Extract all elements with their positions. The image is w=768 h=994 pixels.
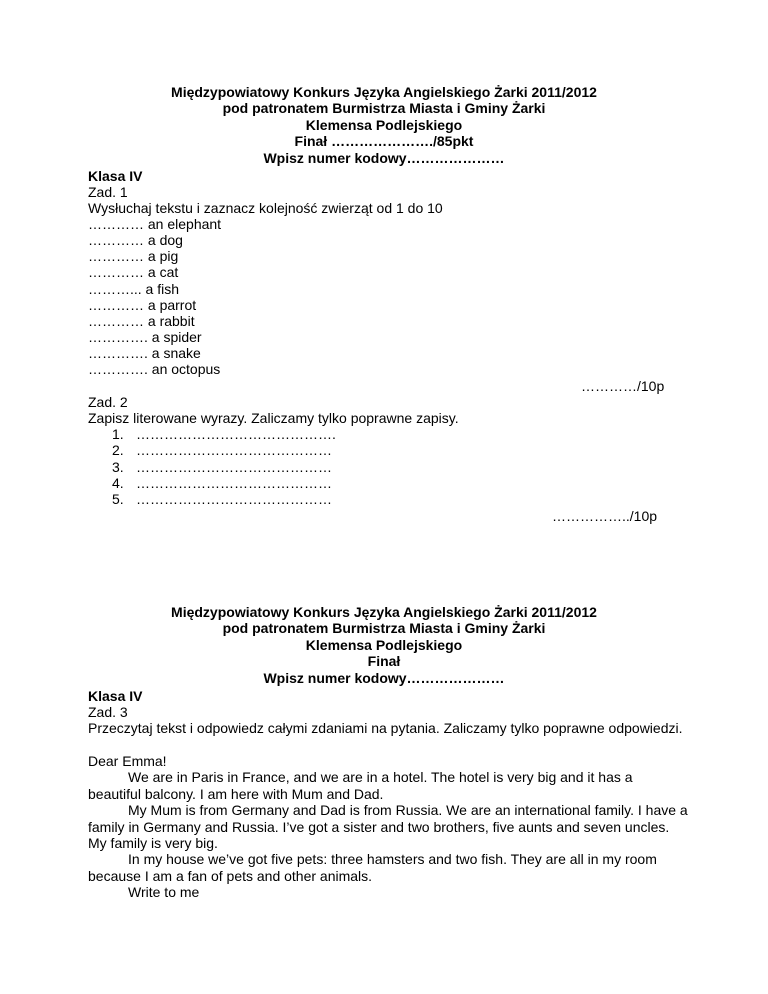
- task2-number: 3.: [112, 459, 124, 475]
- class-label: Klasa IV: [88, 688, 143, 704]
- task1-title: Zad. 1: [88, 184, 128, 200]
- contest-title: Międzypowiatowy Konkurs Języka Angielskiego Żarki 2011/2012: [171, 84, 597, 100]
- task2-answer-line: …………………………………….: [136, 426, 336, 442]
- patron-name: Klemensa Podlejskiego: [305, 117, 463, 133]
- task1-item: ………… a parrot: [88, 297, 197, 313]
- patron-name: Klemensa Podlejskiego: [305, 637, 463, 653]
- class-label: Klasa IV: [88, 168, 143, 184]
- task1-item: ………… a pig: [88, 248, 179, 264]
- task2-title: Zad. 2: [88, 394, 128, 410]
- task2-number: 1.: [112, 426, 124, 442]
- code-number-line: Wpisz numer kodowy…………………: [263, 670, 505, 686]
- letter-closing: Write to me: [128, 884, 200, 900]
- task1-item: ………… a dog: [88, 232, 183, 248]
- task3-instruction: Przeczytaj tekst i odpowiedz całymi zdaniami na pytania. Zaliczamy tylko poprawne odpowiedzi.: [88, 720, 683, 736]
- task1-item: ………… a cat: [88, 264, 179, 280]
- task2-number: 5.: [112, 491, 124, 507]
- letter-paragraph: My Mum is from Germany and Dad is from Russia. We are an international family. I have a family in Germany and Russia. I’ve got a sister and two brothers, five aunts and seven uncles. My family is very big.: [88, 802, 688, 851]
- task2-answer-line: ……………………………………: [136, 442, 332, 458]
- task1-instruction: Wysłuchaj tekstu i zaznacz kolejność zwierząt od 1 do 10: [88, 200, 443, 216]
- task1-item: ………… a rabbit: [88, 313, 195, 329]
- task1-item: …………. a spider: [88, 329, 202, 345]
- task2-instruction: Zapisz literowane wyrazy. Zaliczamy tylko poprawne zapisy.: [88, 410, 459, 426]
- letter-greeting: Dear Emma!: [88, 753, 167, 769]
- task1-score: …………/10p: [581, 378, 665, 394]
- task2-answer-line: ……………………………………: [136, 459, 332, 475]
- task3-title: Zad. 3: [88, 704, 128, 720]
- task2-answer-line: ……………………………………: [136, 491, 332, 507]
- final-label: Finał: [367, 653, 401, 669]
- task1-item: …………. an octopus: [88, 361, 221, 377]
- task1-item: ………... a fish: [88, 281, 180, 297]
- task2-answer-line: ……………………………………: [136, 475, 332, 491]
- letter-paragraph: In my house we’ve got five pets: three hamsters and two fish. They are all in my room because I am a fan of pets and other animals.: [88, 851, 657, 884]
- task2-number: 4.: [112, 475, 124, 491]
- task1-item: …………. a snake: [88, 345, 201, 361]
- task2-score: ……………../10p: [552, 508, 658, 524]
- patronage-line: pod patronatem Burmistrza Miasta i Gminy Żarki: [222, 100, 546, 116]
- final-score-line: Finał …………………./85pkt: [294, 133, 474, 149]
- task2-number: 2.: [112, 442, 124, 458]
- code-number-line: Wpisz numer kodowy…………………: [263, 150, 505, 166]
- contest-title: Międzypowiatowy Konkurs Języka Angielskiego Żarki 2011/2012: [171, 604, 597, 620]
- letter-paragraph: We are in Paris in France, and we are in a hotel. The hotel is very big and it has a beautiful balcony. I am here with Mum and Dad.: [88, 769, 633, 802]
- task1-item: ………… an elephant: [88, 216, 222, 232]
- patronage-line: pod patronatem Burmistrza Miasta i Gminy Żarki: [222, 620, 546, 636]
